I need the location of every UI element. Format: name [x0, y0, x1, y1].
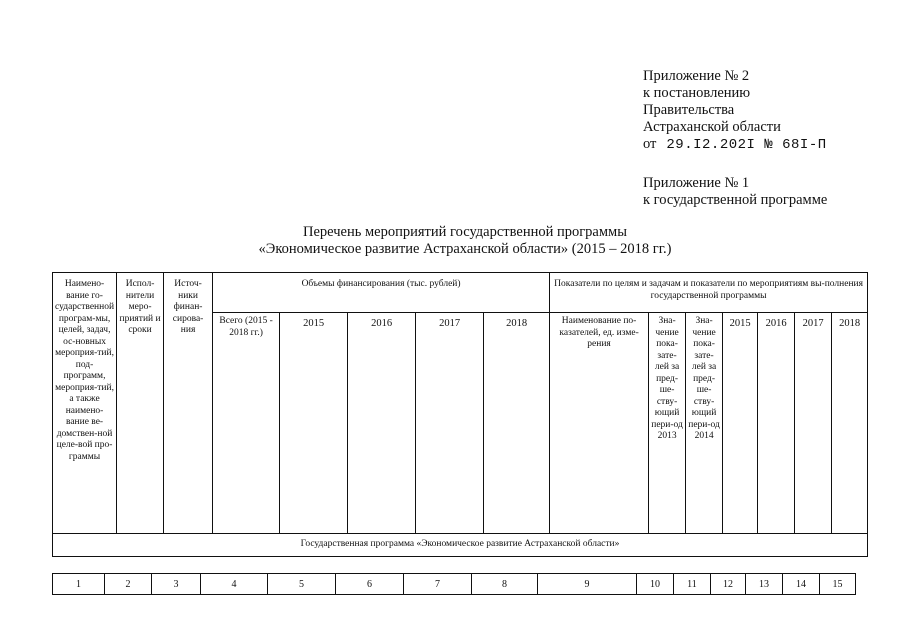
document-title — [120, 224, 810, 258]
column-number: 3 — [152, 574, 201, 595]
column-number: 8 — [472, 574, 538, 595]
column-number: 6 — [336, 574, 404, 595]
column-number: 7 — [404, 574, 472, 595]
decree-prefix: от — [643, 136, 657, 152]
header-funding-2018: 2018 — [484, 313, 550, 534]
column-number: 5 — [268, 574, 336, 595]
header-indicator-2016: 2016 — [758, 313, 795, 534]
header-funding-2015: 2015 — [280, 313, 348, 534]
appendix-block — [643, 68, 883, 209]
header-executors: Испол-нители меро-приятий и сроки — [117, 273, 164, 534]
column-number: 13 — [746, 574, 783, 595]
header-value-2014: Зна-чение пока-зате-лей за пред-ше-ству-ющий пери-од 2014 — [686, 313, 723, 534]
header-indicator-2018: 2018 — [832, 313, 868, 534]
title-line-2: «Экономическое развитие Астраханской области» (2015 – 2018 гг.) — [258, 241, 672, 257]
appendix-line: Правительства — [643, 102, 735, 118]
activities-table — [52, 272, 868, 557]
header-program-name: Наимено-вание го-сударственной програм-мы, целей, задач, ос-новных мероприя-тий, под-программ, мероприя-тий, а также наимено-вание ве-домствен-ной целе-вой про-граммы — [53, 273, 117, 534]
column-number: 1 — [53, 574, 105, 595]
column-numbers-row — [52, 573, 856, 595]
column-number: 9 — [538, 574, 637, 595]
column-number: 14 — [783, 574, 820, 595]
header-indicator-2017: 2017 — [795, 313, 832, 534]
header-funding-volumes: Объемы финансирования (тыс. рублей) — [213, 273, 550, 313]
header-indicator-name: Наименование по-казателей, ед. изме-рения — [550, 313, 649, 534]
header-funding-total: Всего (2015 - 2018 гг.) — [213, 313, 280, 534]
title-line-1: Перечень мероприятий государственной программы — [303, 224, 627, 240]
header-funding-2017: 2017 — [416, 313, 484, 534]
column-number: 12 — [711, 574, 746, 595]
column-number: 2 — [105, 574, 152, 595]
decree-number: 29.I2.202I № 68I-П — [666, 137, 827, 153]
header-indicator-2015: 2015 — [723, 313, 758, 534]
appendix-program-title: Приложение № 1 — [643, 175, 750, 191]
column-number: 4 — [201, 574, 268, 595]
header-funding-sources: Источ-ники финан-сирова-ния — [164, 273, 213, 534]
decree-line — [643, 136, 883, 154]
program-row: Государственная программа «Экономическое развитие Астраханской области» — [53, 534, 868, 557]
header-funding-2016: 2016 — [348, 313, 416, 534]
appendix-line: Астраханской области — [643, 119, 781, 135]
column-number: 15 — [820, 574, 856, 595]
appendix-line: к постановлению — [643, 85, 751, 101]
column-number: 11 — [674, 574, 711, 595]
header-indicators: Показатели по целям и задачам и показатели по мероприятиям вы-полнения государственной программы — [550, 273, 868, 313]
appendix-line: к государственной программе — [643, 192, 828, 208]
header-value-2013: Зна-чение пока-зате-лей за пред-ше-ству-ющий пери-од 2013 — [649, 313, 686, 534]
column-number: 10 — [637, 574, 674, 595]
appendix-title: Приложение № 2 — [643, 68, 750, 84]
